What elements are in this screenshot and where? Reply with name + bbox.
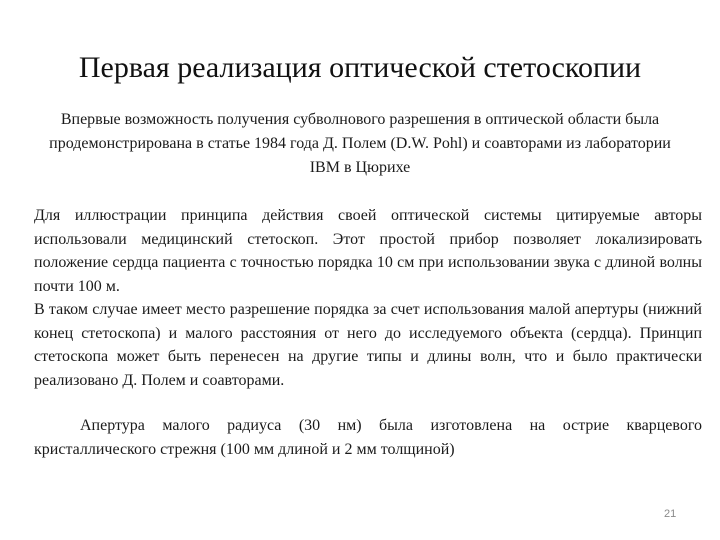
slide-title: Первая реализация оптической стетоскопии	[78, 51, 642, 84]
intro-paragraph: Впервые возможность получения субволнового разрешения в оптической области была продемонстрирована в статье 1984 года Д. Полем (D.W. Pohl) и соавторами из лаборатории IBM в Цюрихе	[49, 111, 671, 176]
paragraph-stethoscope-illustration: Для иллюстрации принципа действия своей оптической системы цитируемые авторы использовали медицинский стетоскоп. Этот простой прибор позволяет локализировать положение сердца пациента с точностью порядка 10 см при использовании звука с длиной волны почти 100 м.	[34, 207, 702, 295]
paragraph-resolution-principle: В таком случае имеет место разрешение порядка за счет использования малой апертуры (нижний конец стетоскопа) и малого расстояния от него до исследуемого объекта (сердца). Принцип стетоскопа может быть перенесен на другие типы и длины волн, что и было практически реализовано Д. Полем и соавторами.	[34, 301, 702, 389]
paragraph-aperture: Апертура малого радиуса (30 нм) была изготовлена на острие кварцевого кристаллического стрежня (100 мм длиной и 2 мм толщиной)	[34, 417, 702, 458]
page-number: 21	[664, 508, 677, 520]
